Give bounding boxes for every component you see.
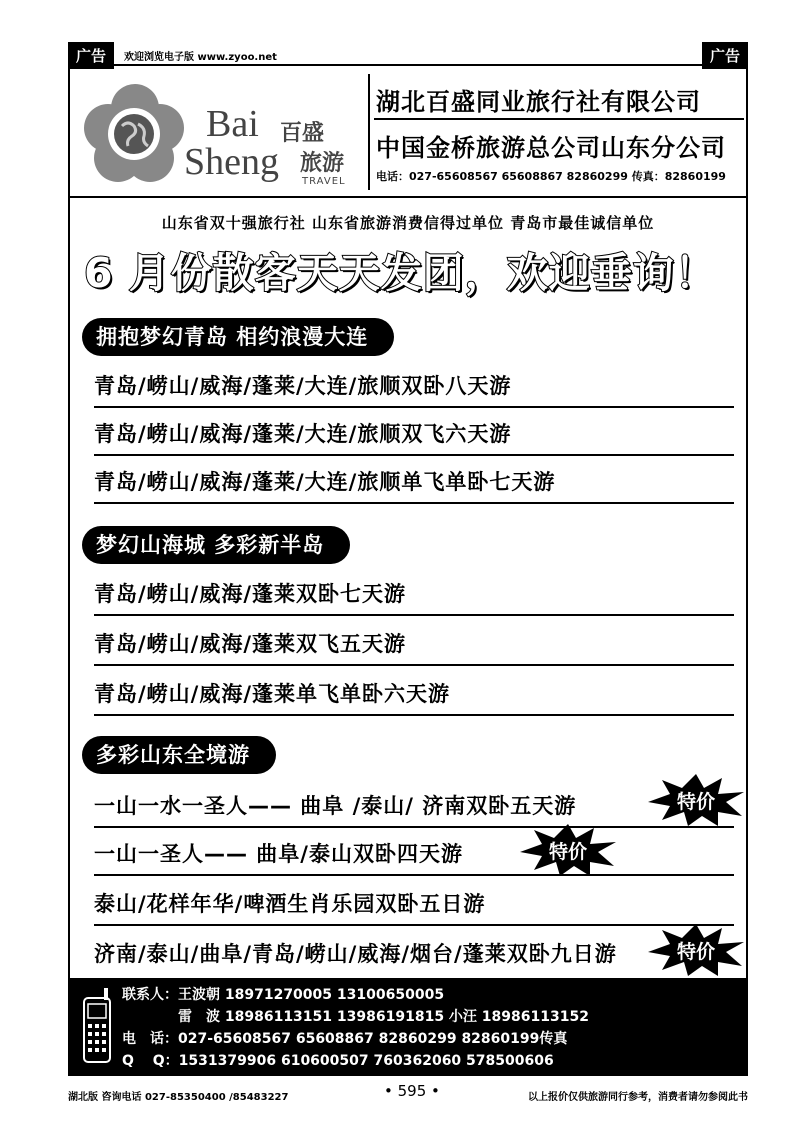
logo-bai: Bai — [206, 103, 259, 145]
logo-cn1: 百盛 — [280, 121, 325, 146]
route-item: 青岛/崂山/威海/蓬莱双卧七天游 — [94, 578, 734, 616]
logo-cn2: 旅游 — [300, 151, 345, 176]
baisheng-logo — [80, 78, 370, 188]
footer-disclaimer: 以上报价仅供旅游同行参考，消费者请勿参阅此书 — [528, 1092, 748, 1103]
ad-tag-left: 广告 — [68, 42, 114, 69]
route-item: 泰山/花样年华/啤酒生肖乐园双卧五日游 — [94, 888, 734, 926]
contact-line: 电 话：027-65608567 65608867 82860299 82860199传真 — [122, 1031, 568, 1047]
ad-frame — [68, 64, 748, 1076]
divider — [368, 74, 370, 190]
flower-globe-icon — [80, 78, 370, 188]
site-url[interactable]: 欢迎浏览电子版 www.zyoo.net — [124, 52, 277, 63]
headline: 6 月份散客天天发团，欢迎垂询！ — [84, 249, 717, 297]
company-name-1: 湖北百盛同业旅行社有限公司 — [376, 88, 701, 116]
special-price-badge — [648, 774, 744, 826]
special-price-label: 特价 — [676, 790, 715, 813]
page-number: • 595 • — [384, 1082, 440, 1100]
header-tel: 电话：027-65608567 65608867 82860299 传真：82860199 — [376, 170, 726, 183]
logo-travel: TRAVEL — [302, 176, 346, 187]
special-price-badge — [520, 824, 616, 876]
route-item: 一山一水一圣人—— 曲阜 /泰山/ 济南双卧五天游 — [94, 790, 734, 828]
contact-line: 雷 波 18986113151 13986191815 小汪 18986113152 — [122, 1009, 589, 1025]
route-item: 青岛/崂山/威海/蓬莱双飞五天游 — [94, 628, 734, 666]
route-item: 青岛/崂山/威海/蓬莱/大连/旅顺单飞单卧七天游 — [94, 466, 734, 504]
route-item: 一山一圣人—— 曲阜/泰山双卧四天游 — [94, 838, 734, 876]
section-title-shandong: 多彩山东全境游 — [82, 736, 276, 774]
company-name-2: 中国金桥旅游总公司山东分公司 — [376, 134, 726, 162]
contact-line: Q Q：1531379906 610600507 760362060 578500606 — [122, 1053, 554, 1069]
special-price-label: 特价 — [548, 840, 587, 863]
divider — [374, 118, 744, 120]
contact-line: 联系人：王波朝 18971270005 13100650005 — [122, 987, 445, 1003]
special-price-badge — [648, 924, 744, 976]
header — [70, 66, 746, 198]
section-title-dalian: 拥抱梦幻青岛 相约浪漫大连 — [82, 318, 394, 356]
route-item: 济南/泰山/曲阜/青岛/崂山/威海/烟台/蓬莱双卧九日游 — [94, 942, 617, 966]
logo-sheng: Sheng — [184, 141, 279, 183]
route-item: 青岛/崂山/威海/蓬莱单飞单卧六天游 — [94, 678, 734, 716]
section-title-peninsula: 梦幻山海城 多彩新半岛 — [82, 526, 350, 564]
route-item: 青岛/崂山/威海/蓬莱/大连/旅顺双卧八天游 — [94, 370, 734, 408]
footer-hotline: 湖北版 咨询电话 027-85350400 /85483227 — [68, 1092, 289, 1103]
mobile-phone-icon — [78, 988, 118, 1066]
route-item: 青岛/崂山/威海/蓬莱/大连/旅顺双飞六天游 — [94, 418, 734, 456]
contact-band — [70, 978, 746, 1074]
ad-tag-right: 广告 — [702, 42, 748, 69]
special-price-label: 特价 — [676, 940, 715, 963]
honors-line: 山东省双十强旅行社 山东省旅游消费信得过单位 青岛市最佳诚信单位 — [161, 214, 655, 232]
